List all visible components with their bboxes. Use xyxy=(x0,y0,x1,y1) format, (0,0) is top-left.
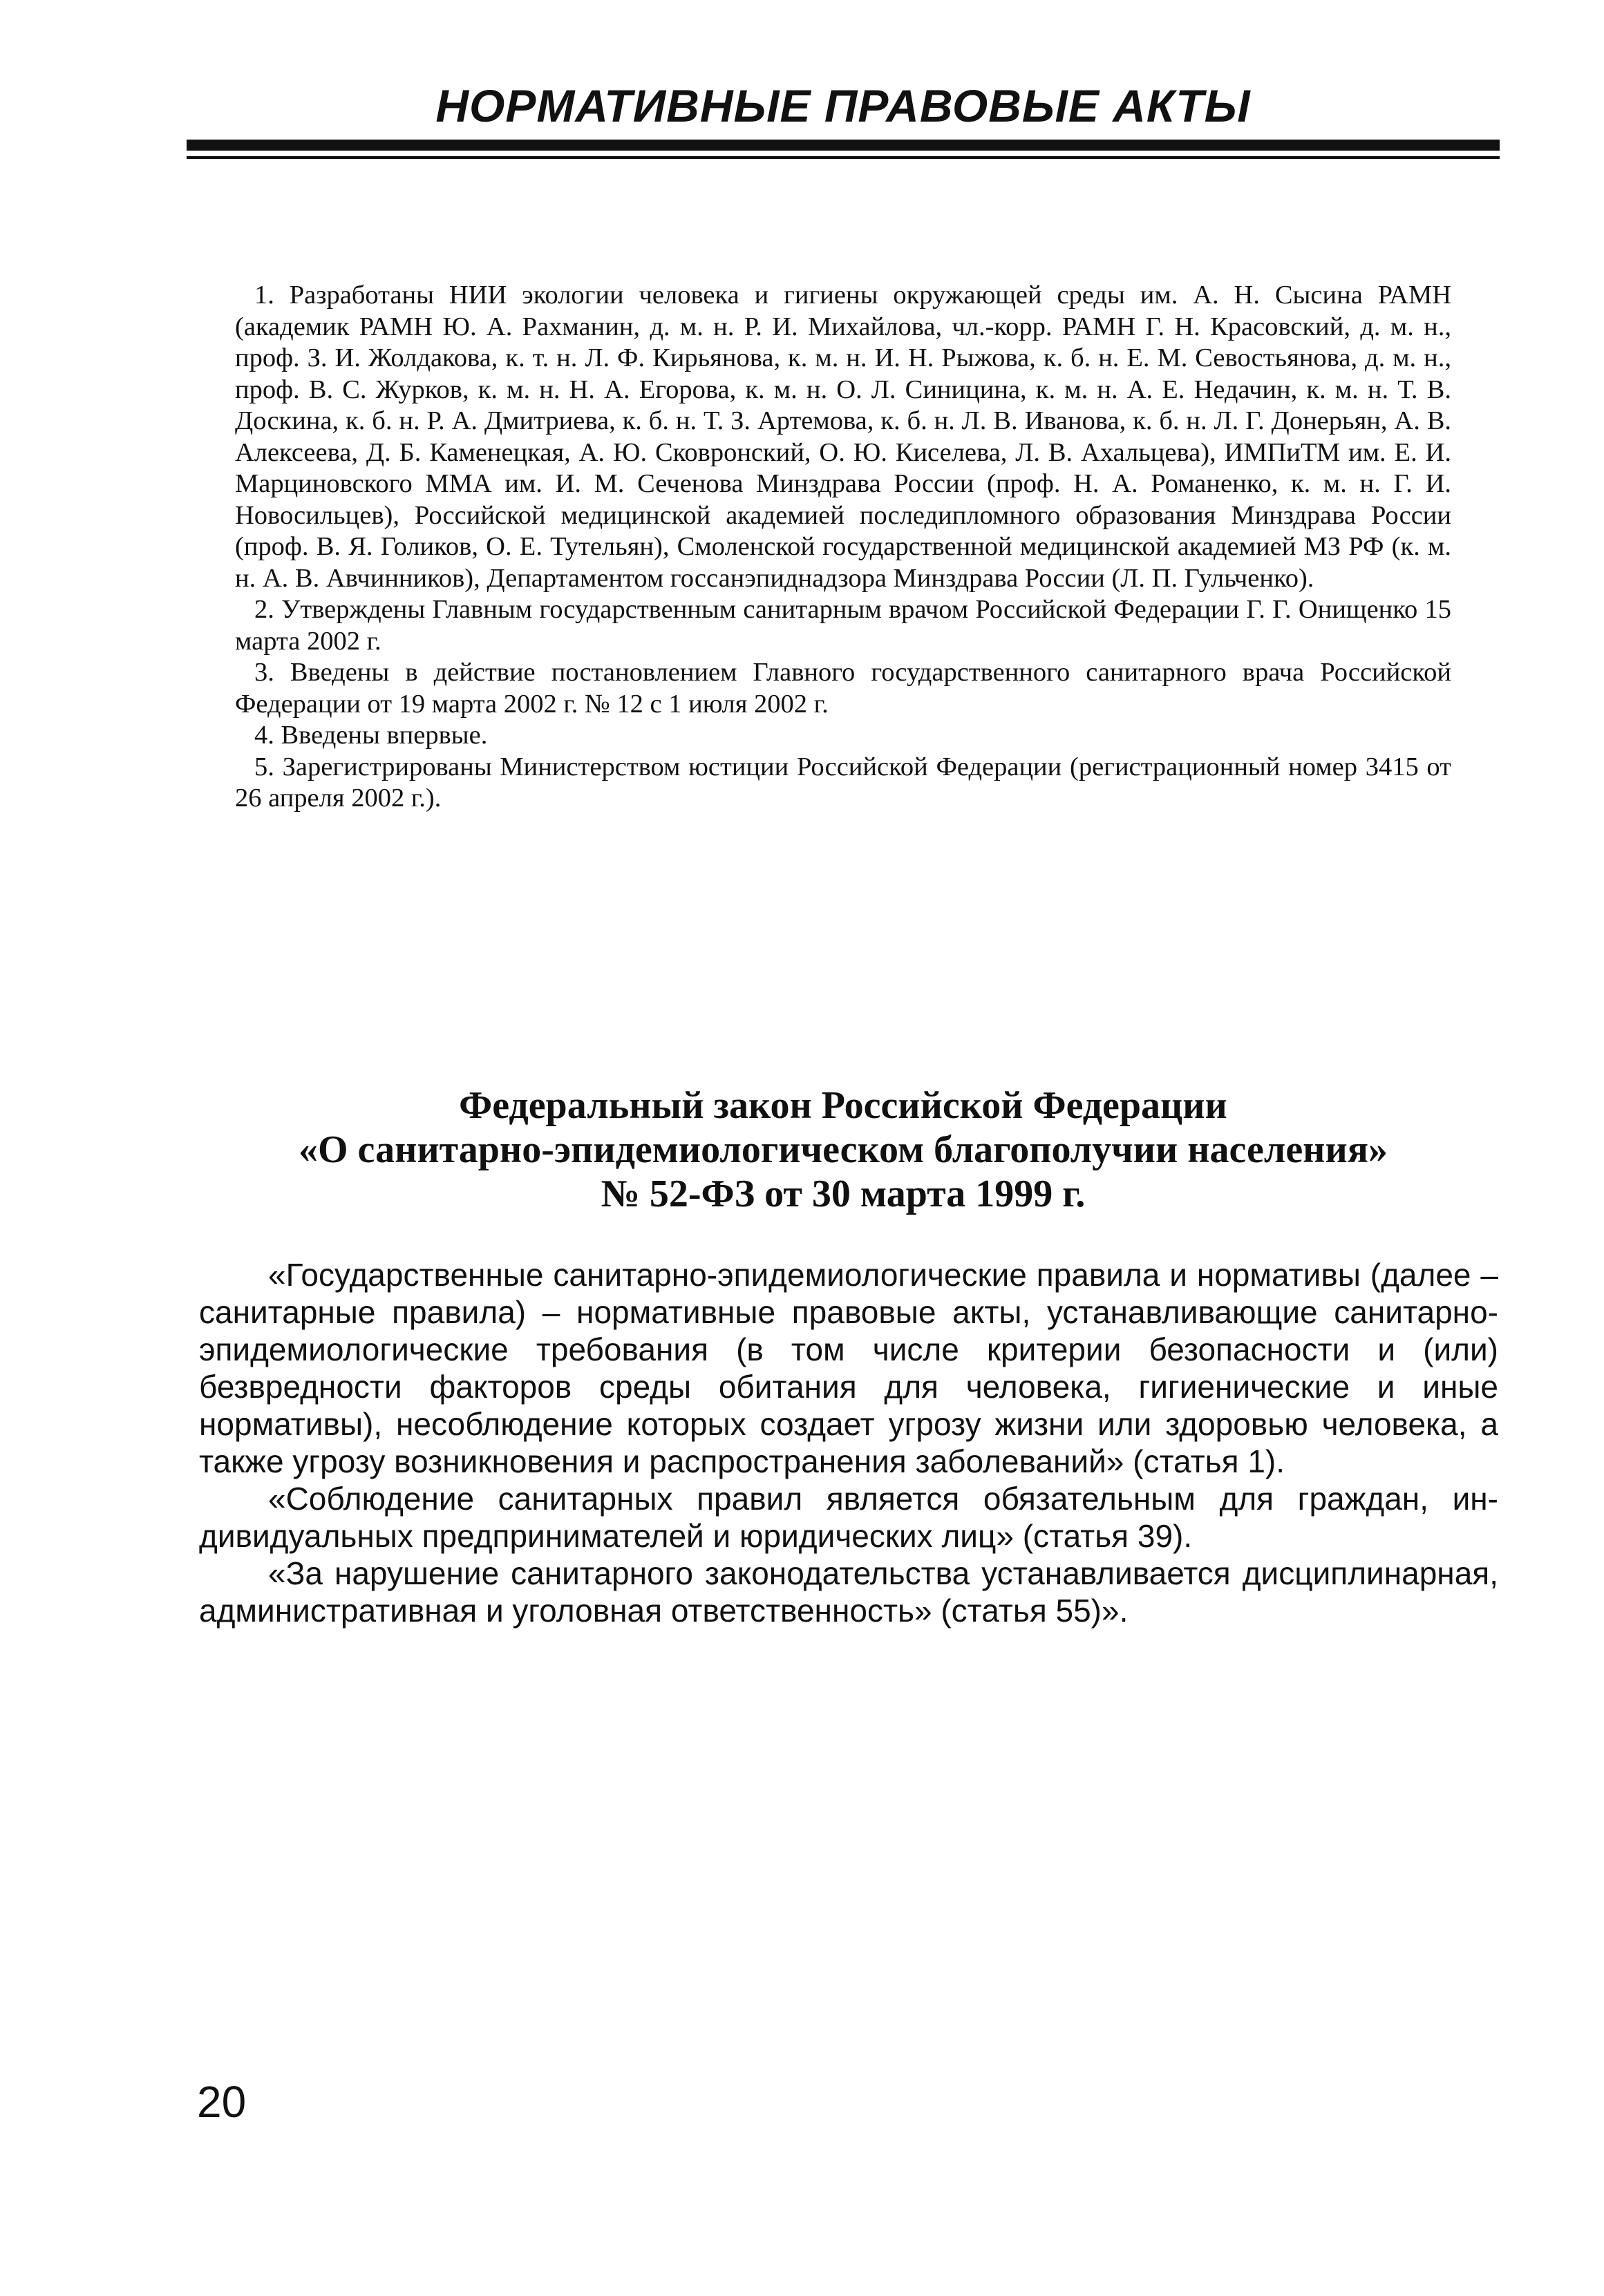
header-rule-thick xyxy=(187,140,1500,151)
note-first-introduced: 4. Введены впервые. xyxy=(254,721,488,750)
law-title-line-2: «О санитарно-эпидемиологическом благополучии населения» xyxy=(298,1128,1388,1171)
law-title xyxy=(187,1083,1500,1216)
quote-article-1: «Государственные санитарно-эпидемиологические правила и нормативы (далее – санитарные правила) – нормативные правовые акты, устанавливающие санитарно-эпидемиологические требования (в том числе критерии безопасности и (или) безвредности факторов среды обитания для человека, гигиенические и иные нормативы), несоблюдение которых создает угрозу жизни или здоровью человека, а также угрозу возникновения и распространения заболеваний» (статья 1). xyxy=(199,1257,1498,1479)
note-enacted: 3. Введены в действие постановлением Главного государственного санитарного врача Российской Федерации от 19 марта 2002 г. № 12 с 1 июля 2002 г. xyxy=(235,658,1451,719)
quote-article-39: «Соблюдение санитарных правил является обязательным для граждан, индивидуальных предпринимателей и юридических лиц» (статья 39). xyxy=(199,1481,1498,1554)
law-title-line-3: № 52-ФЗ от 30 марта 1999 г. xyxy=(601,1173,1086,1215)
quote-article-55: «За нарушение санитарного законодательства устанавливается дисциплинарная, административная и уголовная ответственность» (статья 55)». xyxy=(199,1555,1498,1629)
page-number: 20 xyxy=(197,2077,247,2127)
law-quotes xyxy=(199,1256,1498,1629)
note-registered: 5. Зарегистрированы Министерством юстиции Российской Федерации (регистрационный номер 3415 от 26 апреля 2002 г.). xyxy=(235,752,1451,813)
publication-notes xyxy=(235,280,1451,815)
note-developed-by: 1. Разработаны НИИ экологии человека и гигиены окружающей среды им. А. Н. Сысина РАМН (академик РАМН Ю. А. Рахманин, д. м. н. Р. И. Михайлова, чл.-корр. РАМН Г. Н. Красовский, д. м. н., проф. З. И. Жолдакова, к. т. н. Л. Ф. Кирьянова, к. м. н. И. Н. Рыжова, к. б. н. Е. М. Севостьянова, д. м. н., проф. В. С. Журков, к. м. н. Н. А. Егорова, к. м. н. О. Л. Синицина, к. м. н. А. Е. Недачин, к. м. н. Т. В. Доскина, к. б. н. Р. А. Дмитриева, к. б. н. Т. З. Артемова, к. б. н. Л. В. Иванова, к. б. н. Л. Г. Донерьян, А. В. Алексеева, Д. Б. Каменецкая, А. Ю. Сковронский, О. Ю. Киселева, Л. В. Ахальцева), ИМПиТМ им. Е. И. Марциновского ММА им. И. М. Сеченова Минздрава России (проф. Н. А. Романенко, к. м. н. Г. И. Новосильцев), Российской медицинской академией последипломного образования Минздрава России (проф. В. Я. Голиков, О. Е. Тутельян), Смоленской государственной медицинской академией МЗ РФ (к. м. н. А. В. Авчинников), Департаментом госсанэпиднадзора Минздрава России (Л. П. Гульченко). xyxy=(235,281,1451,593)
running-header: НОРМАТИВНЫЕ ПРАВОВЫЕ АКТЫ xyxy=(435,80,1251,131)
note-approved-by: 2. Утверждены Главным государственным санитарным врачом Российской Федерации Г. Г. Онищенко 15 марта 2002 г. xyxy=(235,595,1451,656)
law-title-line-1: Федеральный закон Российской Федерации xyxy=(459,1084,1227,1127)
header-rule-thin xyxy=(187,156,1500,159)
